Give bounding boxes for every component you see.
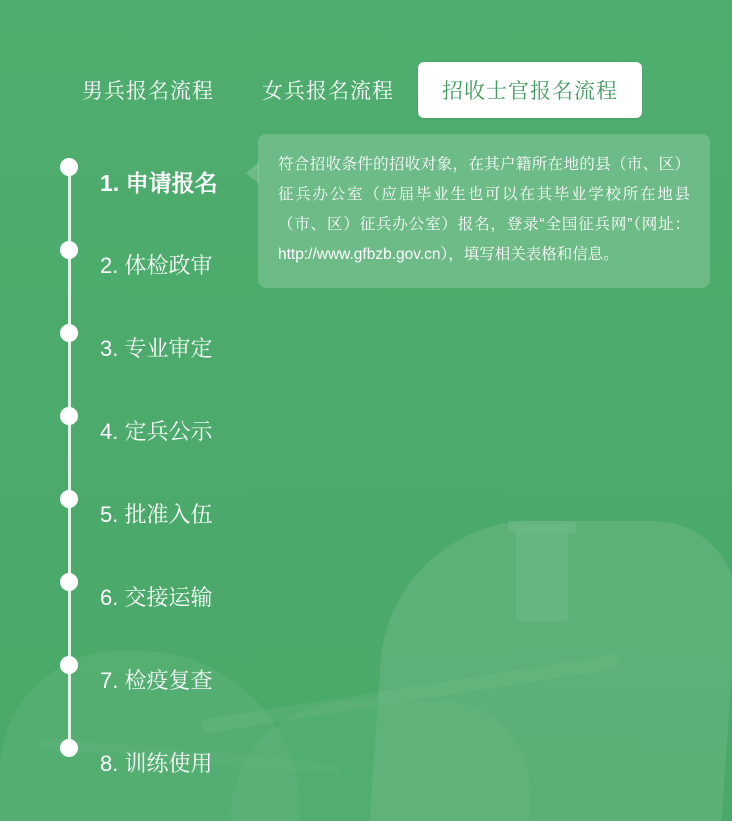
timeline-step-label: 8. 训练使用 (100, 751, 213, 776)
tab-sergeant-recruitment-process[interactable]: 招收士官报名流程 (418, 62, 642, 118)
timeline-step-label: 3. 专业审定 (100, 336, 213, 361)
timeline-step-8[interactable] (56, 721, 286, 804)
timeline-dot-icon (60, 407, 78, 425)
timeline-dot-icon (60, 739, 78, 757)
timeline-step-6[interactable] (56, 555, 286, 638)
timeline-dot-icon (60, 324, 78, 342)
timeline-step-label: 2. 体检政审 (100, 253, 213, 278)
timeline-step-label: 1. 申请报名 (100, 170, 218, 196)
timeline-dot-icon (60, 241, 78, 259)
timeline-step-label: 7. 检疫复查 (100, 668, 213, 693)
timeline-step-label: 6. 交接运输 (100, 585, 213, 610)
timeline-dot-icon (60, 158, 78, 176)
timeline-dot-icon (60, 656, 78, 674)
process-tabs (58, 62, 642, 118)
tab-male-soldier-process[interactable]: 男兵报名流程 (82, 80, 214, 103)
timeline-dot-icon (60, 490, 78, 508)
timeline-dot-icon (60, 573, 78, 591)
timeline-step-2[interactable] (56, 223, 286, 306)
timeline-step-7[interactable] (56, 638, 286, 721)
process-timeline (56, 140, 286, 804)
timeline-step-label: 5. 批准入伍 (100, 502, 213, 527)
timeline-step-label: 4. 定兵公示 (100, 419, 213, 444)
timeline-step-3[interactable] (56, 306, 286, 389)
step-description-callout: 符合招收条件的招收对象，在其户籍所在地的县（市、区）征兵办公室（应届毕业生也可以在其毕业学校所在地县（市、区）征兵办公室）报名，登录“全国征兵网”（网址：http://www.gfbzb.gov.cn），填写相关表格和信息。 (258, 134, 710, 288)
timeline-step-5[interactable] (56, 472, 286, 555)
tab-female-soldier-process[interactable]: 女兵报名流程 (262, 80, 394, 103)
timeline-step-4[interactable] (56, 389, 286, 472)
